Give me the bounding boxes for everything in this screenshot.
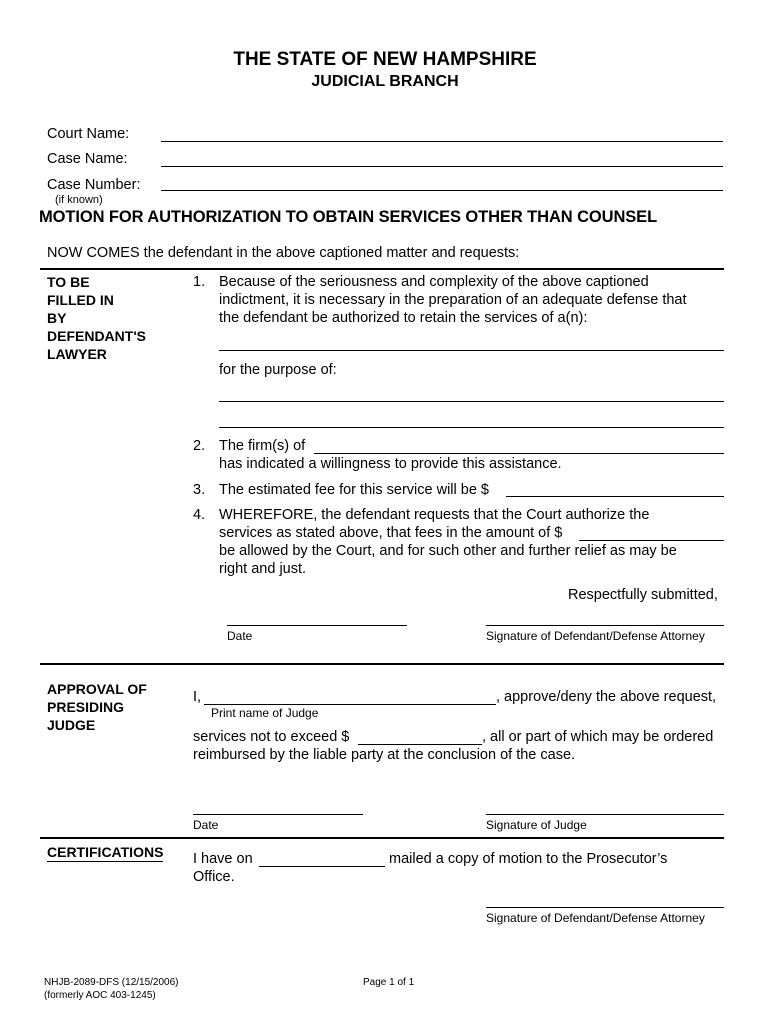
cert-text-a: I have on	[193, 851, 253, 867]
judge-i-prefix: I,	[193, 689, 202, 705]
purpose-field-2[interactable]	[219, 427, 724, 428]
intro-text: NOW COMES the defendant in the above captioned matter and requests:	[47, 245, 520, 261]
item-1-number: 1.	[193, 274, 206, 290]
court-name-label: Court Name:	[47, 126, 130, 142]
item-2-text: The firm(s) of	[219, 438, 306, 454]
item-4-line: be allowed by the Court, and for such other and further relief as may be	[219, 543, 677, 559]
cert-text-c: Office.	[193, 869, 235, 885]
reimbursed-text: reimbursed by the liable party at the conclusion of the case.	[193, 747, 576, 763]
judge-date-label: Date	[193, 818, 219, 832]
approve-deny-text: , approve/deny the above request,	[496, 689, 717, 705]
motion-title: MOTION FOR AUTHORIZATION TO OBTAIN SERVICES OTHER THAN COUNSEL	[39, 208, 658, 226]
judge-signature-field[interactable]	[486, 814, 724, 815]
purpose-label: for the purpose of:	[219, 362, 337, 378]
lawyer-label-line: LAWYER	[47, 346, 107, 362]
item-4-line: services as stated above, that fees in the amount of $	[219, 525, 563, 541]
court-name-field[interactable]	[161, 141, 723, 142]
firm-field[interactable]	[314, 453, 724, 454]
form-id: NHJB-2089-DFS (12/15/2006)	[44, 977, 179, 988]
lawyer-label-line: TO BE	[47, 274, 90, 290]
judge-date-field[interactable]	[193, 814, 363, 815]
formerly-id: (formerly AOC 403-1245)	[44, 990, 156, 1001]
defendant-signature-field[interactable]	[486, 625, 724, 626]
case-number-field[interactable]	[161, 190, 723, 191]
mailed-date-field[interactable]	[259, 866, 385, 867]
lawyer-label-line: DEFENDANT'S	[47, 328, 146, 344]
judge-signature-label: Signature of Judge	[486, 818, 587, 832]
item-3-text: The estimated fee for this service will be $	[219, 482, 489, 498]
item-1-line: indictment, it is necessary in the preparation of an adequate defense that	[219, 292, 687, 308]
services-field[interactable]	[219, 350, 724, 351]
lawyer-date-field[interactable]	[227, 625, 407, 626]
exceed-suffix: , all or part of which may be ordered	[482, 729, 714, 745]
cert-signature-label: Signature of Defendant/Defense Attorney	[486, 911, 705, 925]
certifications-label-text: CERTIFICATIONS	[47, 844, 164, 860]
exceed-prefix: services not to exceed $	[193, 729, 350, 745]
item-2-continuation: has indicated a willingness to provide this assistance.	[219, 456, 562, 472]
if-known-note: (if known)	[55, 194, 103, 206]
defendant-signature-label: Signature of Defendant/Defense Attorney	[486, 629, 705, 643]
item-1-line: Because of the seriousness and complexity of the above captioned	[219, 274, 649, 290]
lawyer-label-line: BY	[47, 310, 67, 326]
case-name-field[interactable]	[161, 166, 723, 167]
judge-label-line: PRESIDING	[47, 699, 125, 715]
case-name-label: Case Name:	[47, 151, 128, 167]
case-number-label: Case Number:	[47, 177, 141, 193]
lawyer-section-label	[47, 273, 167, 363]
exceed-amount-field[interactable]	[358, 744, 482, 745]
judge-label-line: JUDGE	[47, 717, 96, 733]
cert-signature-field[interactable]	[486, 907, 724, 908]
item-3-number: 3.	[193, 482, 206, 498]
print-name-label: Print name of Judge	[211, 706, 319, 720]
judge-label-line: APPROVAL OF	[47, 681, 147, 697]
certifications-label	[47, 843, 177, 862]
item-1-line: the defendant be authorized to retain the services of a(n):	[219, 310, 588, 326]
branch-title: JUDICIAL BRANCH	[311, 73, 459, 90]
item-2-number: 2.	[193, 438, 206, 454]
lawyer-label-line: FILLED IN	[47, 292, 114, 308]
item-4-line: WHEREFORE, the defendant requests that the Court authorize the	[219, 507, 650, 523]
item-4-number: 4.	[193, 507, 206, 523]
purpose-field-1[interactable]	[219, 401, 724, 402]
section-divider	[40, 268, 724, 270]
section-divider	[40, 837, 724, 839]
page-number: Page 1 of 1	[363, 977, 415, 988]
judge-name-field[interactable]	[204, 704, 496, 705]
respectfully-submitted: Respectfully submitted,	[568, 587, 718, 603]
lawyer-date-label: Date	[227, 629, 253, 643]
judge-section-label	[47, 680, 167, 734]
cert-text-b: mailed a copy of motion to the Prosecutor’s	[389, 851, 668, 867]
section-divider	[40, 663, 724, 665]
item-4-line: right and just.	[219, 561, 307, 577]
estimated-fee-field[interactable]	[506, 496, 724, 497]
state-title: THE STATE OF NEW HAMPSHIRE	[233, 49, 537, 70]
fee-amount-field[interactable]	[579, 540, 724, 541]
